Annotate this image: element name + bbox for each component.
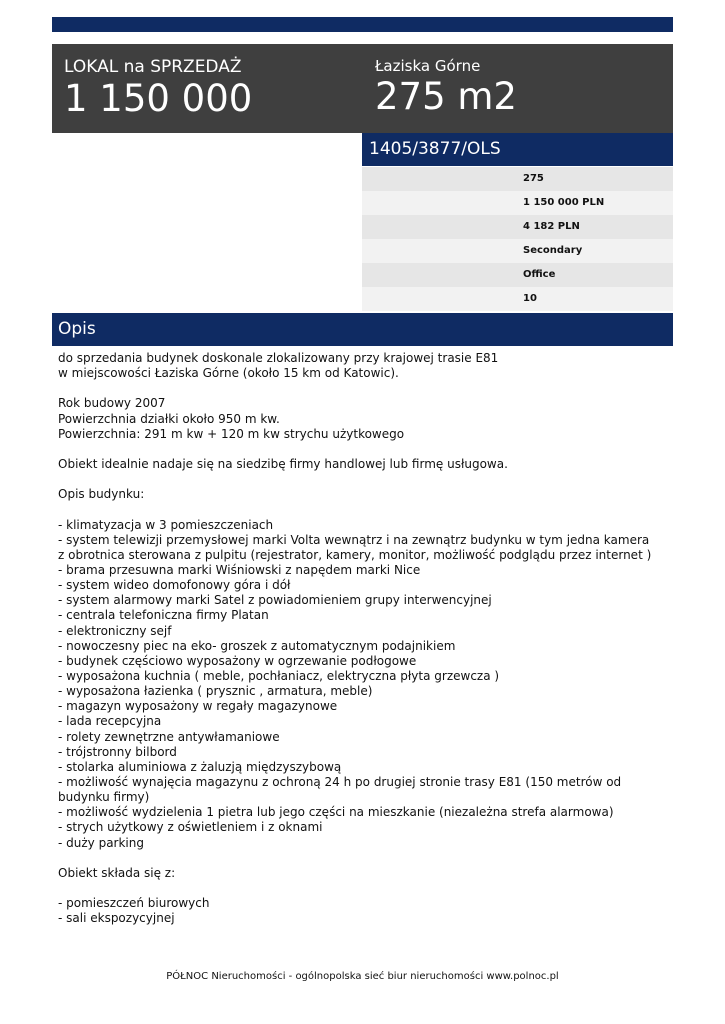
top-accent-bar <box>52 17 673 32</box>
description-line: z obrotnica sterowana z pulpitu (rejestrator, kamery, monitor, możliwość podglądu przez internet ) <box>58 547 652 562</box>
detail-row-rooms <box>362 287 673 311</box>
reference-number: 1405/3877/OLS <box>362 133 673 166</box>
details-table <box>362 167 673 311</box>
description-line: - klimatyzacja w 3 pomieszczeniach <box>58 517 274 532</box>
header-left <box>64 56 252 120</box>
description-line <box>58 502 673 517</box>
description-line: - pomieszczeń biurowych <box>58 896 210 911</box>
description-line: - system alarmowy marki Satel z powiadomieniem grupy interwencyjnej <box>58 593 492 608</box>
property-price: 1 150 000 <box>64 77 253 120</box>
detail-row-price-per-m2 <box>362 215 673 239</box>
description-line: Obiekt idealnie nadaje się na siedzibę firmy handlowej lub firmę usługowa. <box>58 456 508 471</box>
description-line: - wyposażona kuchnia ( meble, pochłaniacz, elektryczna płyta grzewcza ) <box>58 668 500 683</box>
description-line: do sprzedania budynek doskonale zlokalizowany przy krajowej trasie E81 <box>58 351 499 365</box>
description-line: - trójstronny bilbord <box>58 744 177 759</box>
header-right <box>375 56 517 118</box>
detail-value: 275 <box>523 173 544 184</box>
description-line <box>58 472 673 487</box>
description-line: - możliwość wynajęcia magazynu z ochroną 24 h po drugiej stronie trasy E81 (150 metrów od <box>58 774 622 789</box>
description-line: - lada recepcyjna <box>58 714 162 729</box>
description-text <box>58 351 673 926</box>
description-section-title: Opis <box>52 313 673 346</box>
detail-value: Office <box>523 269 556 280</box>
detail-row-price <box>362 191 673 215</box>
description-line: - nowoczesny piec na eko- groszek z automatycznym podajnikiem <box>58 638 456 653</box>
description-line: - duży parking <box>58 835 144 850</box>
description-line <box>58 381 673 396</box>
description-line: w miejscowości Łaziska Górne (około 15 km od Katowic). <box>58 366 399 381</box>
detail-row-category <box>362 263 673 287</box>
description-line: - sali ekspozycyjnej <box>58 911 175 926</box>
description-line <box>58 881 673 896</box>
description-line: - magazyn wyposażony w regały magazynowe <box>58 699 338 714</box>
description-line: Opis budynku: <box>58 487 145 502</box>
description-line: - strych użytkowy z oświetleniem i z oknami <box>58 820 323 835</box>
detail-value: Secondary <box>523 245 583 256</box>
description-line: - stolarka aluminiowa z żaluzją międzyszybową <box>58 759 342 774</box>
description-line: - centrala telefoniczna firmy Platan <box>58 608 269 623</box>
detail-row-area <box>362 167 673 191</box>
property-type: LOKAL na SPRZEDAŻ <box>64 57 242 77</box>
description-line <box>58 442 673 457</box>
description-line: - elektroniczny sejf <box>58 623 172 638</box>
description-line: Powierzchnia: 291 m kw + 120 m kw strychu użytkowego <box>58 426 405 441</box>
footer-text: PÓŁNOC Nieruchomości - ogólnopolska sieć biur nieruchomości www.polnoc.pl <box>166 971 559 982</box>
property-area: 275 m2 <box>375 75 517 118</box>
description-line: budynku firmy) <box>58 790 150 805</box>
description-line: - rolety zewnętrzne antywłamaniowe <box>58 729 280 744</box>
description-line: Obiekt składa się z: <box>58 865 176 880</box>
detail-value: 1 150 000 PLN <box>523 197 605 208</box>
detail-row-market <box>362 239 673 263</box>
description-line: - możliwość wydzielenia 1 pietra lub jego części na mieszkanie (niezależna strefa alarmowa) <box>58 805 614 820</box>
detail-value: 4 182 PLN <box>523 221 580 232</box>
description-line: Rok budowy 2007 <box>58 396 166 411</box>
description-line: - budynek częściowo wyposażony w ogrzewanie podłogowe <box>58 653 417 668</box>
description-line: Powierzchnia działki około 950 m kw. <box>58 411 280 426</box>
description-line <box>58 851 673 866</box>
listing-header <box>52 44 673 133</box>
description-line: - system wideo domofonowy góra i dół <box>58 578 291 593</box>
description-line: - system telewizji przemysłowej marki Volta wewnątrz i na zewnątrz budynku w tym jedna kamera <box>58 532 650 547</box>
detail-value: 10 <box>523 293 537 304</box>
description-line: - wyposażona łazienka ( prysznic , armatura, meble) <box>58 684 373 699</box>
property-location: Łaziska Górne <box>375 57 481 75</box>
description-line: - brama przesuwna marki Wiśniowski z napędem marki Nice <box>58 562 421 577</box>
